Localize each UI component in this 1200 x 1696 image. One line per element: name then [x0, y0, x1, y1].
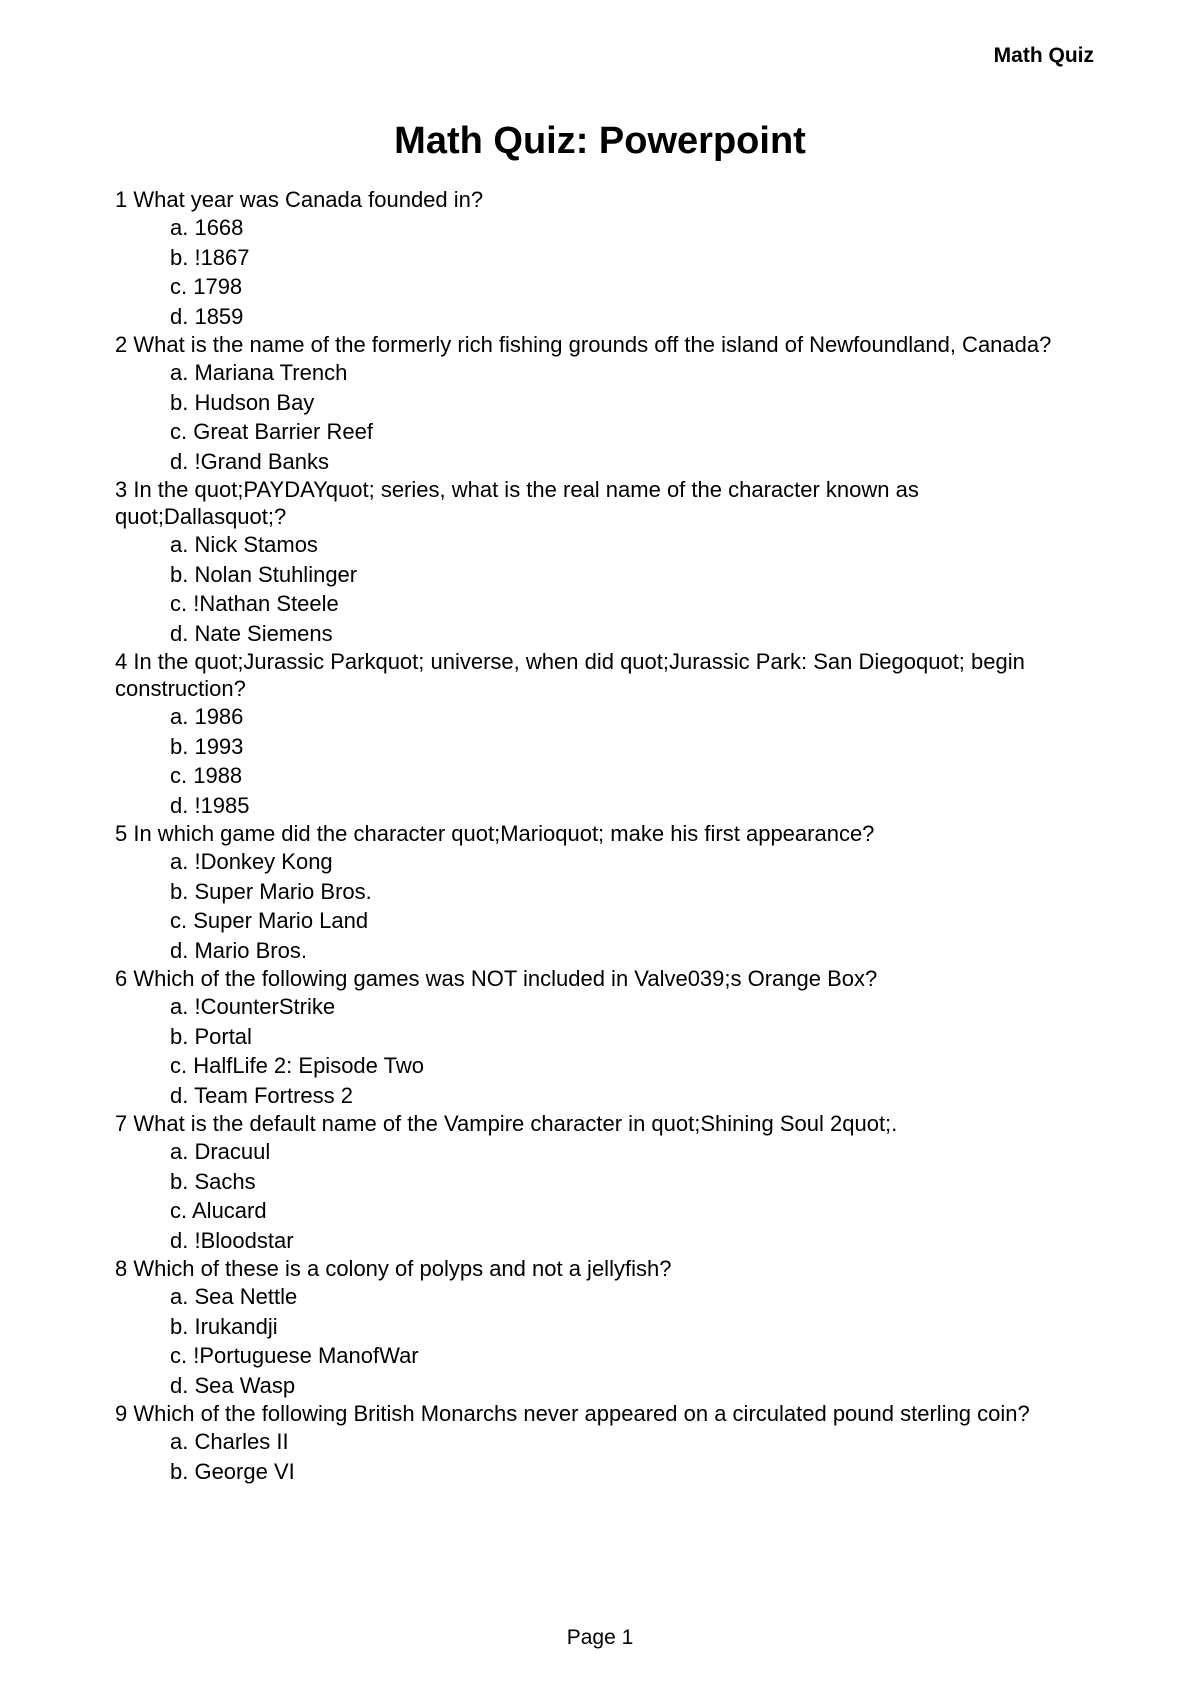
answer-options — [115, 1427, 1075, 1486]
answer-option: d. !1985 — [170, 792, 250, 818]
question-text: 1 What year was Canada founded in? — [115, 187, 484, 212]
answer-option: b. Super Mario Bros. — [170, 878, 372, 904]
answer-option: a. Nick Stamos — [170, 532, 318, 557]
answer-option: d. 1859 — [170, 303, 244, 329]
answer-option: c. Great Barrier Reef — [170, 419, 373, 444]
question-6 — [115, 965, 1075, 1110]
answer-options — [115, 847, 1075, 965]
question-9 — [115, 1400, 1075, 1486]
answer-options — [115, 213, 1075, 331]
running-header-title: Math Quiz — [993, 44, 1094, 67]
answer-option: b. George VI — [170, 1458, 295, 1484]
question-7 — [115, 1110, 1075, 1255]
answer-option: a. 1986 — [170, 704, 244, 729]
answer-option: a. Dracuul — [170, 1139, 271, 1164]
answer-options — [115, 358, 1075, 476]
answer-option: a. Charles II — [170, 1429, 289, 1454]
answer-option: d. Sea Wasp — [170, 1372, 296, 1398]
answer-option: c. 1798 — [170, 274, 243, 299]
answer-option: b. Hudson Bay — [170, 389, 315, 415]
answer-option: c. !Portuguese ManofWar — [170, 1343, 419, 1368]
answer-option: c. HalfLife 2: Episode Two — [170, 1053, 424, 1078]
answer-option: d. !Bloodstar — [170, 1227, 294, 1253]
answer-option: b. Portal — [170, 1023, 252, 1049]
answer-option: a. Mariana Trench — [170, 360, 348, 385]
question-1 — [115, 186, 1075, 331]
answer-option: d. Nate Siemens — [170, 620, 333, 646]
answer-option: b. !1867 — [170, 244, 250, 270]
question-text: 9 Which of the following British Monarchs never appeared on a circulated pound sterling coin? — [115, 1401, 1030, 1426]
answer-options — [115, 1137, 1075, 1255]
question-text: 8 Which of these is a colony of polyps and not a jellyfish? — [115, 1256, 672, 1281]
answer-option: b. Sachs — [170, 1168, 256, 1194]
answer-option: c. !Nathan Steele — [170, 591, 339, 616]
answer-option: c. Alucard — [170, 1198, 267, 1223]
answer-option: a. !Donkey Kong — [170, 849, 333, 874]
answer-option: d. !Grand Banks — [170, 448, 329, 474]
question-3 — [115, 476, 1075, 648]
question-text: 6 Which of the following games was NOT included in Valve039;s Orange Box? — [115, 966, 878, 991]
question-text: 2 What is the name of the formerly rich fishing grounds off the island of Newfoundland, Canada? — [115, 332, 1052, 357]
answer-options — [115, 992, 1075, 1110]
answer-option: b. Nolan Stuhlinger — [170, 561, 358, 587]
answer-option: d. Team Fortress 2 — [170, 1082, 353, 1108]
question-8 — [115, 1255, 1075, 1400]
document-title: Math Quiz: Powerpoint — [394, 120, 806, 162]
question-2 — [115, 331, 1075, 476]
answer-option: a. 1668 — [170, 215, 244, 240]
page-number: Page 1 — [566, 1626, 634, 1649]
question-5 — [115, 820, 1075, 965]
answer-option: a. !CounterStrike — [170, 994, 336, 1019]
answer-option: b. 1993 — [170, 733, 244, 759]
question-4 — [115, 648, 1075, 820]
answer-options — [115, 702, 1075, 820]
answer-options — [115, 1282, 1075, 1400]
answer-option: c. Super Mario Land — [170, 908, 369, 933]
answer-option: d. Mario Bros. — [170, 937, 307, 963]
question-text: 7 What is the default name of the Vampire character in quot;Shining Soul 2quot;. — [115, 1111, 898, 1136]
quiz-questions — [115, 186, 1075, 1486]
question-text: 3 In the quot;PAYDAYquot; series, what is the real name of the character known as quot;Dallasquot;? — [115, 477, 919, 529]
question-text: 5 In which game did the character quot;Marioquot; make his first appearance? — [115, 821, 875, 846]
answer-option: b. Irukandji — [170, 1313, 278, 1339]
answer-option: c. 1988 — [170, 763, 243, 788]
answer-options — [115, 530, 1075, 648]
question-text: 4 In the quot;Jurassic Parkquot; universe, when did quot;Jurassic Park: San Diegoquot; begin construction? — [115, 649, 1025, 701]
answer-option: a. Sea Nettle — [170, 1284, 298, 1309]
